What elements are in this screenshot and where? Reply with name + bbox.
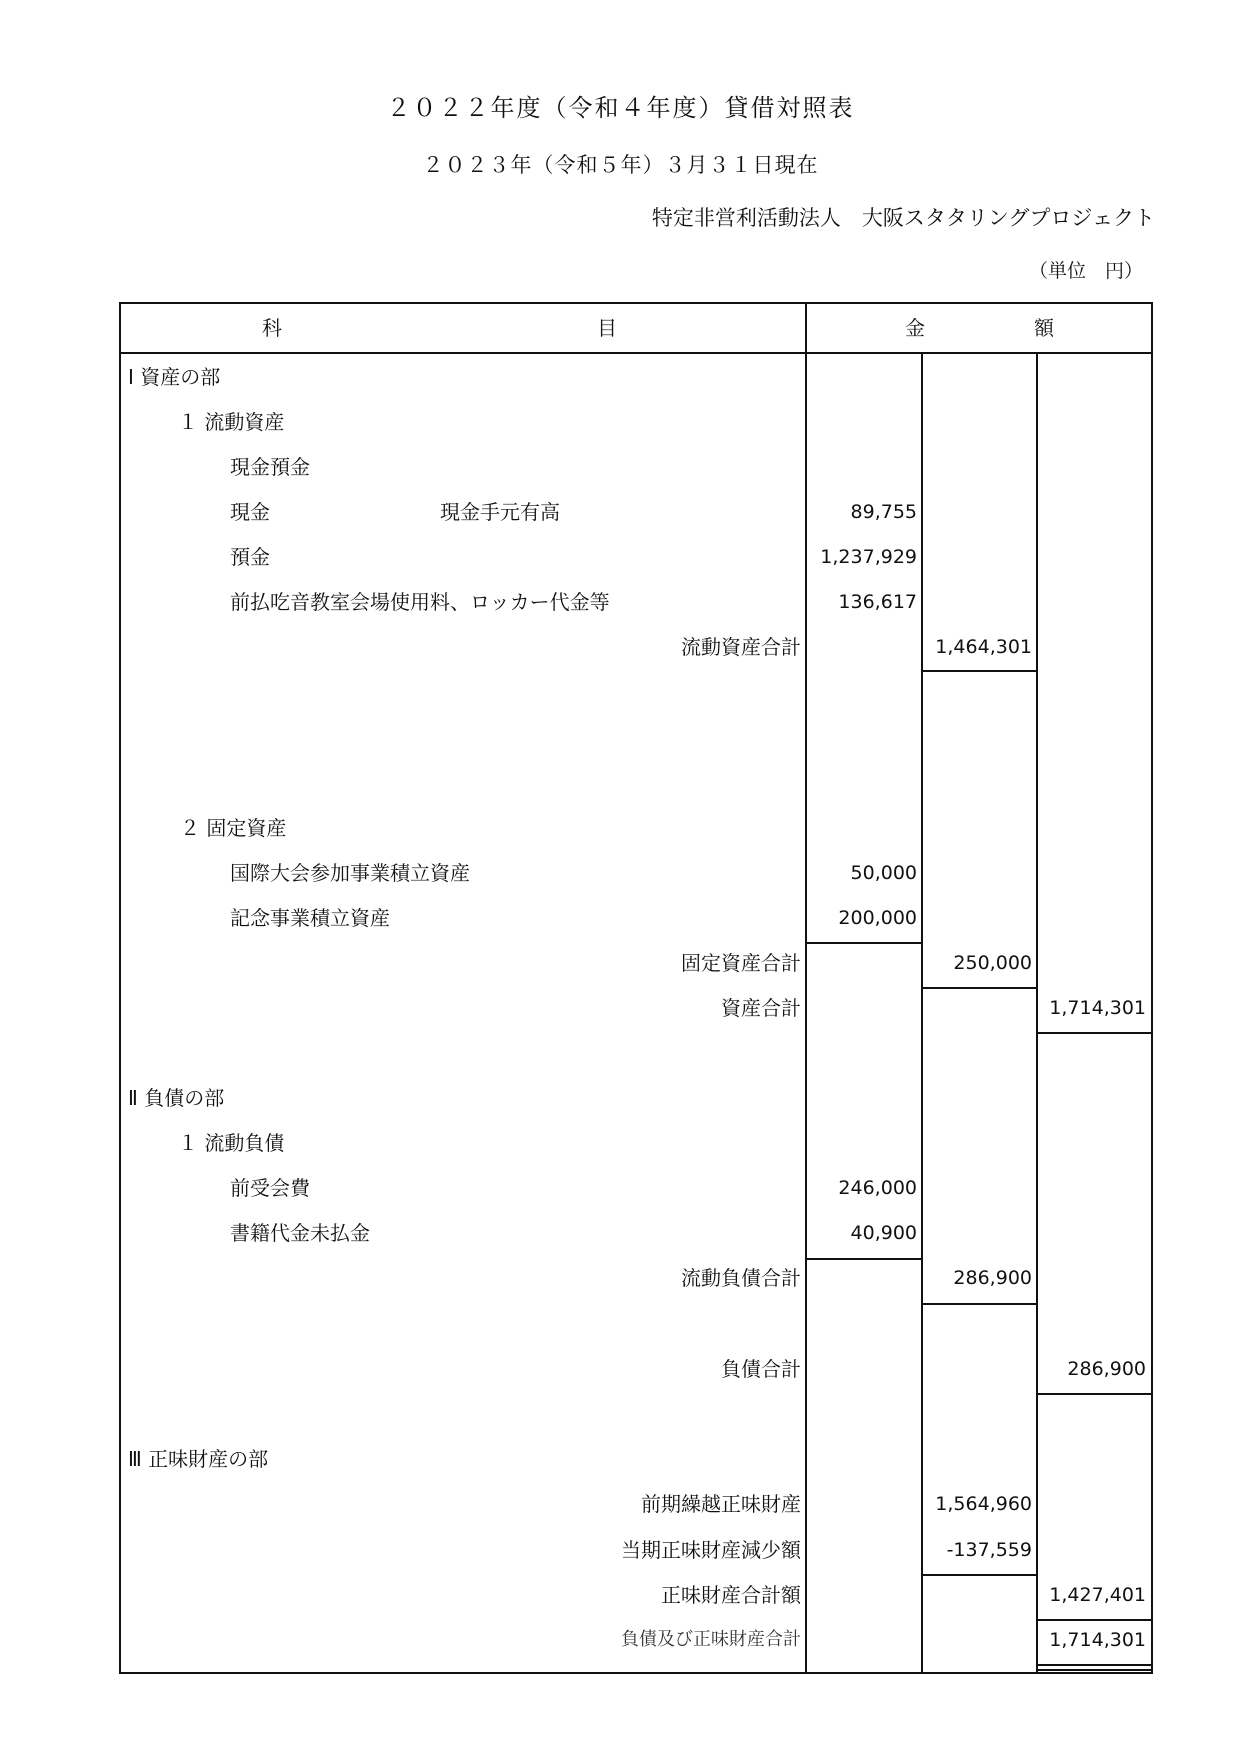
cash-value: 89,755: [850, 501, 917, 523]
prior-net-assets-label: 前期繰越正味財産: [641, 1492, 801, 1516]
section-net-assets: Ⅲ 正味財産の部: [128, 1447, 269, 1471]
underline-liability-current-total: [921, 1303, 1036, 1305]
header-moku: 目: [597, 316, 617, 340]
deposit-label: 預金: [230, 545, 270, 569]
prior-net-assets-value: 1,564,960: [935, 1493, 1032, 1515]
section-assets: Ⅰ 資産の部: [128, 365, 221, 389]
report-date: ２０２３年（令和５年）３月３１日現在: [422, 153, 819, 177]
header-gaku: 額: [1034, 316, 1054, 340]
unit-label: （単位 円）: [1028, 260, 1143, 282]
current-assets-heading: １ 流動資産: [178, 410, 285, 434]
header-kin: 金: [905, 316, 925, 340]
liability-item1-label: 前受会費: [230, 1176, 310, 1200]
underline-current-assets: [921, 670, 1036, 672]
fixed-item1-label: 国際大会参加事業積立資産: [230, 861, 470, 885]
underline-liability-total: [1036, 1393, 1153, 1395]
underline-fixed-items: [805, 942, 921, 944]
liabilities-total-label: 負債合計: [721, 1357, 801, 1381]
header-divider: [119, 352, 1153, 354]
section-liabilities: Ⅱ 負債の部: [128, 1086, 225, 1110]
organization-name: 特定非営利活動法人 大阪スタタリングプロジェクト: [651, 206, 1155, 230]
fixed-item2-value: 200,000: [838, 907, 917, 929]
underline-net-decrease: [921, 1574, 1036, 1576]
current-liabilities-heading: １ 流動負債: [178, 1131, 285, 1155]
current-assets-total-label: 流動資産合計: [681, 635, 801, 659]
underline-fixed-total: [921, 987, 1036, 989]
cash-label: 現金: [230, 500, 270, 524]
liability-item1-value: 246,000: [838, 1177, 917, 1199]
liability-item2-label: 書籍代金未払金: [230, 1221, 370, 1245]
assets-total-label: 資産合計: [721, 996, 801, 1020]
grand-total-label: 負債及び正味財産合計: [621, 1629, 801, 1650]
fixed-item2-label: 記念事業積立資産: [230, 906, 390, 930]
current-assets-total-value: 1,464,301: [935, 636, 1032, 658]
net-assets-total-value: 1,427,401: [1049, 1584, 1146, 1606]
double-underline-grand-total-1: [1036, 1664, 1153, 1666]
deposit-value: 1,237,929: [820, 546, 917, 568]
net-decrease-label: 当期正味財産減少額: [621, 1538, 801, 1562]
fixed-assets-heading: ２ 固定資産: [180, 816, 287, 840]
fixed-item1-value: 50,000: [850, 862, 917, 884]
current-liabilities-total-label: 流動負債合計: [681, 1266, 801, 1290]
fixed-assets-total-value: 250,000: [953, 952, 1032, 974]
grand-total-value: 1,714,301: [1049, 1629, 1146, 1651]
prepaid-value: 136,617: [838, 591, 917, 613]
current-liabilities-total-value: 286,900: [953, 1267, 1032, 1289]
cash-deposits-heading: 現金預金: [230, 455, 310, 479]
underline-liability-items: [805, 1258, 921, 1260]
column-divider-amount-1: [921, 352, 923, 1674]
net-assets-total-label: 正味財産合計額: [661, 1583, 801, 1607]
liabilities-total-value: 286,900: [1067, 1358, 1146, 1380]
prepaid-label: 前払吃音教室会場使用料、ロッカー代金等: [230, 590, 610, 614]
underline-asset-total: [1036, 1032, 1153, 1034]
header-ka: 科: [262, 316, 282, 340]
net-decrease-value: -137,559: [946, 1539, 1032, 1561]
assets-total-value: 1,714,301: [1049, 997, 1146, 1019]
fixed-assets-total-label: 固定資産合計: [681, 951, 801, 975]
document-title: ２０２２年度（令和４年度）貸借対照表: [386, 94, 855, 122]
double-underline-grand-total-2: [1036, 1669, 1153, 1671]
liability-item2-value: 40,900: [850, 1222, 917, 1244]
underline-net-total: [1036, 1619, 1153, 1621]
cash-note: 現金手元有高: [440, 500, 560, 524]
